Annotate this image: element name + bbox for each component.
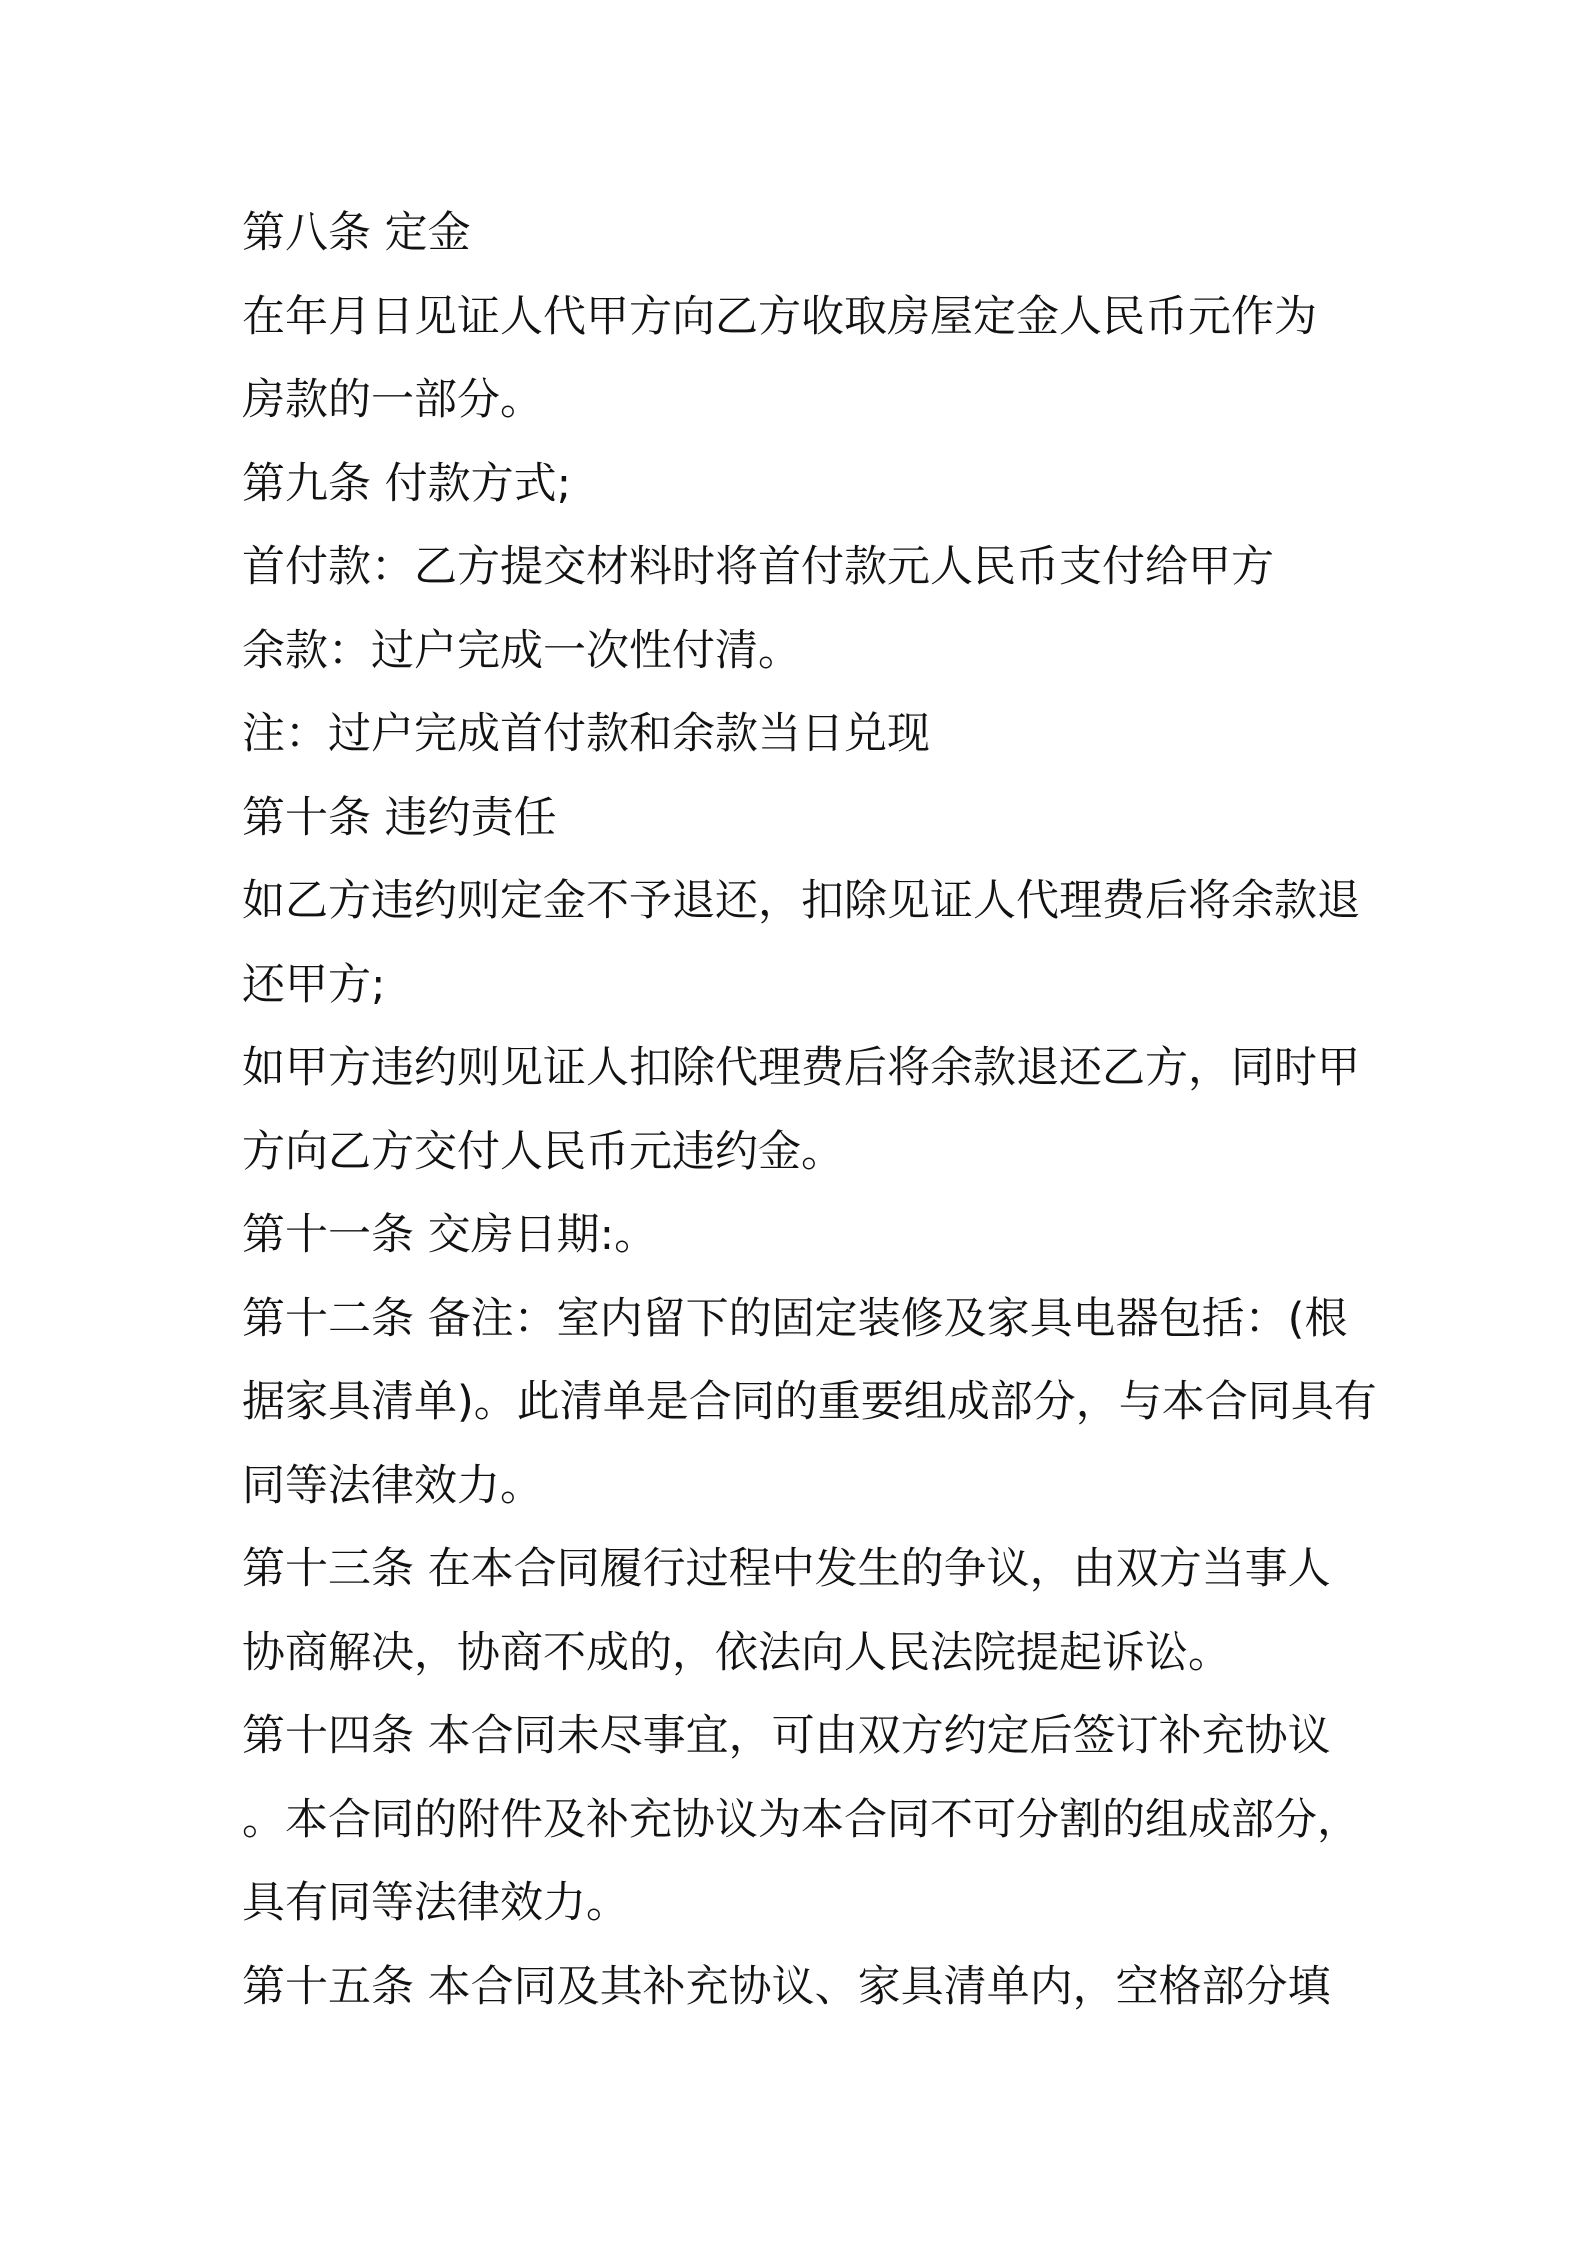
- document-page: [242, 192, 1377, 2029]
- article-12-heading: 第十二条 备注：室内留下的固定装修及家具电器包括：(根: [242, 1293, 1348, 1344]
- text-line: 房款的一部分。: [242, 375, 543, 425]
- article-10-heading: 第十条 违约责任: [242, 792, 557, 843]
- text-line: 注：过户完成首付款和余款当日兑现: [242, 709, 930, 759]
- article-8-heading: 第八条 定金: [242, 208, 471, 258]
- article-9-heading: 第九条 付款方式;: [242, 458, 572, 509]
- text-line: 如甲方违约则见证人扣除代理费后将余款退还乙方，同时甲: [242, 1043, 1360, 1093]
- article-13-heading: 第十三条 在本合同履行过程中发生的争议，由双方当事人: [242, 1544, 1331, 1594]
- text-line: 具有同等法律效力。: [242, 1878, 629, 1928]
- article-15-heading: 第十五条 本合同及其补充协议、家具清单内，空格部分填: [242, 1961, 1331, 2012]
- article-14-heading: 第十四条 本合同未尽事宜，可由双方约定后签订补充协议: [242, 1711, 1331, 1761]
- text-line: 还甲方;: [242, 959, 386, 1010]
- text-line: 余款：过户完成一次性付清。: [242, 625, 801, 676]
- text-line: 据家具清单)。此清单是合同的重要组成部分，与本合同具有: [242, 1377, 1377, 1427]
- text-line: 在年月日见证人代甲方向乙方收取房屋定金人民币元作为: [242, 291, 1317, 342]
- text-line: 如乙方违约则定金不予退还，扣除见证人代理费后将余款退: [242, 876, 1360, 926]
- text-line: 首付款：乙方提交材料时将首付款元人民币支付给甲方: [242, 542, 1274, 592]
- text-line: 协商解决，协商不成的，依法向人民法院提起诉讼。: [242, 1627, 1231, 1678]
- article-11-heading: 第十一条 交房日期:。: [242, 1210, 658, 1260]
- text-line: 方向乙方交付人民币元违约金。: [242, 1126, 844, 1177]
- text-line: 。本合同的附件及补充协议为本合同不可分割的组成部分，: [242, 1794, 1360, 1845]
- text-line: 同等法律效力。: [242, 1460, 543, 1511]
